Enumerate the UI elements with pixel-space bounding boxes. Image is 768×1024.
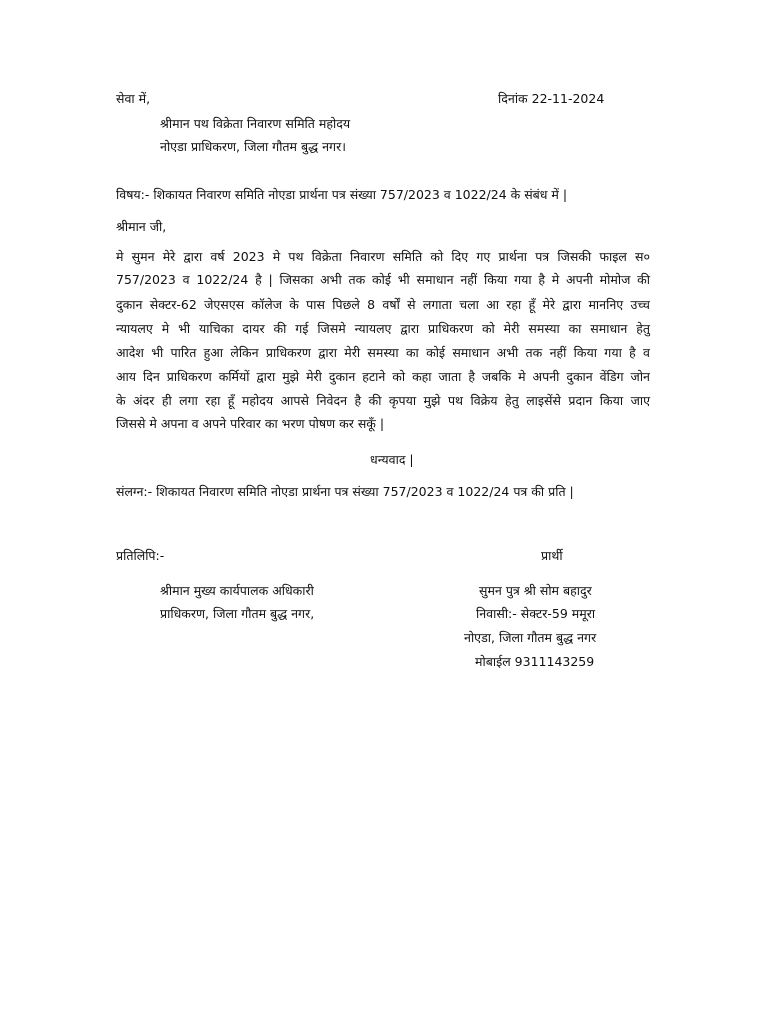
enclosure-line: संलग्न:- शिकायत निवारण समिति नोएडा प्रार्थना पत्र संख्या 757/2023 व 1022/24 पत्र की प्रति | xyxy=(116,484,574,499)
body-line: आय दिन प्राधिकरण कर्मियों द्वारा मुझे मेरी दुकान हटाने को कहा जाता है जबकि मे अपनी दुकान वेंडिग जोन xyxy=(116,369,650,384)
body-line: न्यायलए मे भी याचिका दायर की गई जिसमे न्यायलए द्वारा प्राधिकरण को मेरी समस्या का समाधान हेतु xyxy=(116,321,650,336)
copy-line-1: श्रीमान मुख्य कार्यपालक अधिकारी xyxy=(160,583,314,598)
applicant-address-2: नोएडा, जिला गौतम बुद्ध नगर xyxy=(464,630,597,645)
applicant-label: प्रार्थी xyxy=(541,548,563,563)
recipient-line-2: नोएडा प्राधिकरण, जिला गौतम बुद्ध नगर। xyxy=(160,139,346,154)
body-line: के अंदर ही लगा रहा हूँ महोदय आपसे निवेदन है की कृपया मुझे पथ विक्रेय हेतु लाइसेंसे प्रदान किया जाए xyxy=(116,393,650,408)
body-line: मे सुमन मेरे द्वारा वर्ष 2023 मे पथ विक्रेता निवारण समिति को दिए गए प्रार्थना पत्र जिसकी फाइल स० xyxy=(116,249,650,264)
applicant-address-1: निवासी:- सेक्टर-59 ममूरा xyxy=(476,606,596,621)
applicant-mobile: मोबाईल 9311143259 xyxy=(475,654,595,669)
subject-line: विषय:- शिकायत निवारण समिति नोएडा प्रार्थना पत्र संख्या 757/2023 व 1022/24 के संबंध में | xyxy=(116,187,568,202)
copy-label: प्रतिलिपि:- xyxy=(116,548,165,563)
greeting: श्रीमान जी, xyxy=(116,219,167,234)
salutation-to: सेवा में, xyxy=(116,91,151,106)
applicant-name: सुमन पुत्र श्री सोम बहादुर xyxy=(479,583,592,598)
body-line: दुकान सेक्टर-62 जेएसएस कॉलेज के पास पिछले 8 वर्षों से लगाता चला आ रहा हूँ मेरे द्वारा माननिए उच्च xyxy=(116,297,650,312)
body-line: आदेश भी पारित हुआ लेकिन प्राधिकरण द्वारा मेरी समस्या का कोई समाधान अभी तक नहीं किया गया है व xyxy=(116,345,650,360)
recipient-line-1: श्रीमान पथ विक्रेता निवारण समिति महोदय xyxy=(160,116,351,131)
letter-date: दिनांक 22-11-2024 xyxy=(498,91,605,106)
thanks-text: धन्यवाद | xyxy=(370,452,414,467)
body-line: 757/2023 व 1022/24 है | जिसका अभी तक कोई भी समाधान नहीं किया गया है मे अपनी मोमोज की xyxy=(116,272,650,287)
copy-line-2: प्राधिकरण, जिला गौतम बुद्ध नगर, xyxy=(160,606,315,621)
body-line: जिससे मे अपना व अपने परिवार का भरण पोषण कर सकूँ | xyxy=(116,416,385,431)
